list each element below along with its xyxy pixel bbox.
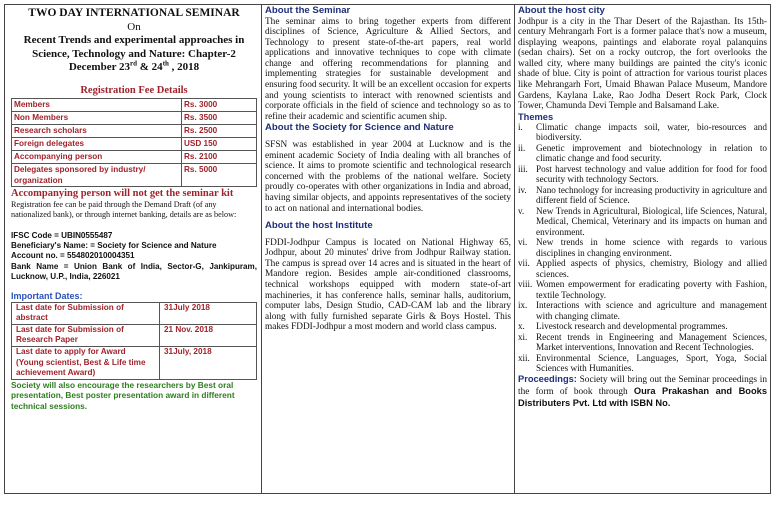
about-society-text: SFSN was established in year 2004 at Lucknow and is the eminent academic Society of India dealing with all branches of science. It aims to promote scientific and technological research concerned with the problems of the national welfare. Society proudly co-operates with other organizations in India and abroad, having similar objects, and appoints representatives of the society to act on national and international bodies. (265, 139, 511, 214)
dates-title: Important Dates: (11, 290, 83, 301)
about-seminar-heading: About the Seminar (265, 5, 351, 16)
proceedings-label: Proceedings: (518, 373, 577, 384)
left-column (5, 5, 262, 493)
table-row: Last date to apply for Award (Young scientist, Best & Life time achievement Award) 31July, 2018 (12, 346, 257, 379)
bank-details (11, 231, 257, 283)
proceedings-publisher: Oura Prakashan and Books Distributers Pvt. Ltd with ISBN No. (518, 385, 768, 408)
accompanying-note: Accompanying person will not get the seminar kit (11, 187, 234, 199)
seminar-title: TWO DAY INTERNATIONAL SEMINAR (28, 7, 240, 19)
payment-note: Registration fee can be paid through the Demand Draft (of any nationalized bank), or through internet banking, details are as below: (11, 199, 237, 219)
bank-name: Bank Name = Union Bank of India, Sector-G, Jankipuram, Lucknow, U.P., India, 226021 (11, 261, 257, 282)
list-item: iii. Post harvest technology and value addition for food for food security with technology Sectors. (518, 163, 767, 185)
list-item: xii. Environmental Science, Languages, Sport, Yoga, Social Sciences with Humanities. (518, 352, 767, 374)
seminar-topic: Recent Trends and experimental approaches in Science, Technology and Nature: Chapter-2 (23, 34, 245, 60)
table-row: Last date for Submission of Research Paper 21 Nov. 2018 (12, 324, 257, 346)
middle-column (262, 5, 515, 493)
table-row: Research scholars Rs. 2500 (12, 124, 257, 137)
award-note: Society will also encourage the researchers by Best oral presentation, Best poster presentation award in different technical sessions. (11, 379, 235, 411)
seminar-header (11, 7, 257, 75)
seminar-on: On (127, 20, 141, 33)
right-column (515, 5, 770, 493)
ifsc-code: IFSC Code = UBIN0555487 (11, 230, 113, 240)
account-number: Account no. = 554802010004351 (11, 251, 135, 261)
list-item: ix. Interactions with science and agriculture and management with changing climate. (518, 300, 767, 321)
themes-heading: Themes (518, 111, 554, 122)
table-row: Foreign delegates USD 150 (12, 137, 257, 150)
list-item: vi. New trends in home science with regards to various disciplines in changing environment. (518, 237, 767, 258)
list-item: xi. Recent trends in Engineering and Management Sciences, Market interventions, Innovation and Recent Technologies. (518, 331, 767, 353)
about-seminar-text: The seminar aims to bring together experts from different disciplines of Science, Agriculture & Allied Sectors, and Technology to present state-of-the-art papers, real world applications and innovative techniques to cope with climate change and offering recommendations for planning and implementing strategies for sustainable development and ensuring food security. It will be an excellent occasion for experts and young scientists to interact with renowned scientists and corporate officials in the field of science and technology so as to refine their academic and scientific acumen ship. (265, 16, 511, 122)
about-institute-text: FDDI-Jodhpur Campus is located on National Highway 65, Jodhpur, about 20 minutes' drive from Jodhpur Railway station. The campus is spread over 14 acres and is situated in the heart of Mandore region. Besides ample air-conditioned classrooms, technical workshops equipped with modern state-of-art machineries, it has conference halls, seminar halls, auditorium, computer labs, Design Studio, CAD-CAM lab and the library along with fully furnished separate Girls & Boys Hostel. This makes FDDI-Jodhpur a most modern and world class campus. (265, 237, 511, 333)
beneficiary-name: Beneficiary's Name: = Society for Science and Nature (11, 240, 217, 250)
about-city-text: Jodhpur is a city in the Thar Desert of the Rajasthan. Its 15th-century Mehrangarh Fort is a former palace that's now a museum, displaying weapons, paintings and elaborate royal palanquins (sedan chairs). Set on a rocky outcrop, the fort overlooks the walled city, where many buildings are painted the city's iconic shade of blue. City is point of attraction for various tourist places like Mehrangarh Fort, Umaid Bhawan Palace Museum, Mandore Gardens, Kaylana Lake, Rao Jodha Desert Rock Park, Clock Tower, Chamunda Devi Temple and Balsamand Lake. (518, 16, 767, 112)
list-item: iv. Nano technology for increasing productivity in agriculture and different field of Science. (518, 184, 767, 206)
table-row: Delegates sponsored by industry/ organization Rs. 5000 (12, 163, 257, 186)
fee-title: Registration Fee Details (80, 84, 188, 96)
fee-table (11, 98, 257, 187)
seminar-date: December 23rd & 24th , 2018 (68, 59, 200, 73)
about-city-heading: About the host city (518, 5, 605, 16)
table-row: Last date for Submission of abstract 31July 2018 (12, 302, 257, 324)
table-row: Members Rs. 3000 (12, 98, 257, 111)
list-item: ii. Genetic improvement and biotechnology in relation to climatic change and food security. (518, 142, 767, 164)
table-row: Non Members Rs. 3500 (12, 111, 257, 124)
list-item: x. Livestock research and developmental programmes. (518, 321, 728, 332)
proceedings-text: Society will bring out the Seminar proceedings in the form of book through (518, 374, 767, 397)
seminar-brochure (4, 4, 771, 494)
dates-table (11, 302, 257, 380)
list-item: v. New Trends in Agricultural, Biological, life Sciences, Natural, Medical, Chemical, Veterinary and its impacts on human and environment. (518, 205, 767, 237)
about-society-heading: About the Society for Science and Nature (265, 122, 454, 134)
list-item: viii. Women empowerment for eradicating poverty with Fashion, textile Technology. (518, 279, 767, 300)
table-row: Accompanying person Rs. 2100 (12, 150, 257, 163)
about-institute-heading: About the host Institute (265, 220, 373, 232)
proceedings (518, 374, 767, 410)
themes-list (518, 122, 767, 374)
list-item: i. Climatic change impacts soil, water, bio-resources and biodiversity. (518, 121, 767, 143)
list-item: vii. Applied aspects of physics, chemistry, Biology and allied sciences. (518, 258, 767, 279)
